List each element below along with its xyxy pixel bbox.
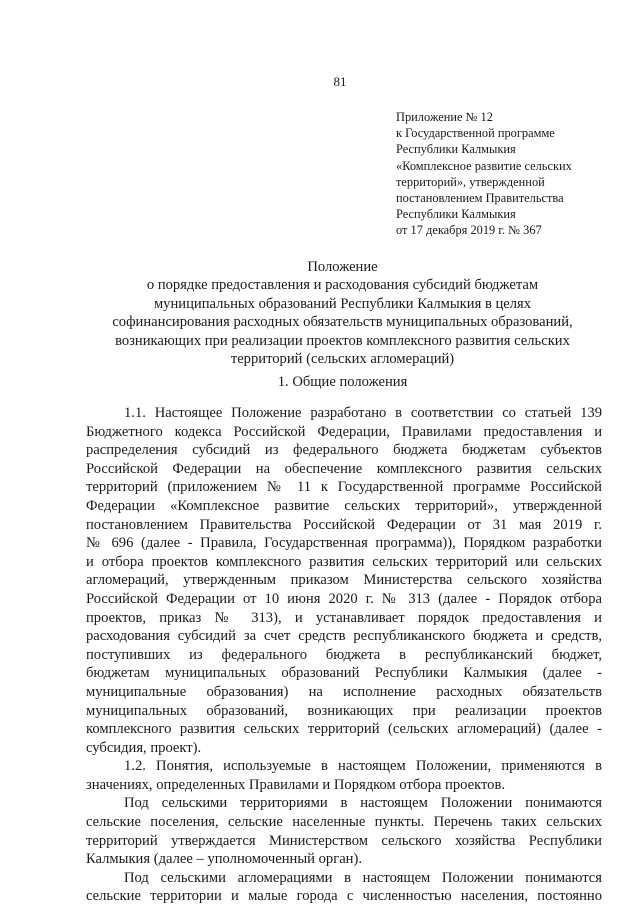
- paragraph-line: 1.2. Понятия, используемые в настоящем Положении, применяются в: [124, 758, 602, 775]
- title-line: возникающих при реализации проектов комплексного развития сельских: [115, 332, 570, 349]
- paragraph-line: муниципальные образования) на исполнение расходных обязательств: [86, 683, 602, 700]
- paragraph-line: Бюджетного кодекса Российской Федерации, Правилами предоставления и: [86, 423, 602, 440]
- paragraph-line: поступивших из федерального бюджета в республиканский бюджет,: [86, 646, 602, 663]
- title-line: софинансирования расходных обязательств муниципальных образований,: [112, 314, 573, 331]
- paragraph-line: Калмыкия (далее – уполномоченный орган).: [86, 851, 363, 868]
- title-line: Положение: [307, 259, 378, 275]
- annex-block: [396, 109, 632, 239]
- title-line: о порядке предоставления и расходования субсидий бюджетам: [146, 277, 539, 294]
- annex-line: постановлением Правительства: [396, 191, 564, 206]
- paragraph-line: агломераций, утвержденным приказом Министерства сельского хозяйства: [86, 572, 602, 589]
- paragraph-line: бюджетам муниципальных образований Республики Калмыкия (далее -: [86, 665, 602, 682]
- paragraph-line: значениях, определенных Правилами и Порядком отбора проектов.: [86, 776, 505, 793]
- paragraph-line: Федерации «Комплексное развитие сельских территорий», утвержденной: [86, 497, 602, 514]
- paragraph-line: сельские поселения, сельские населенные пункты. Перечень таких сельских: [86, 814, 602, 831]
- title-line: муниципальных образований Республики Калмыкия в целях: [153, 295, 532, 312]
- annex-line: Республики Калмыкия: [396, 207, 516, 222]
- paragraph-line: сельские территории и малые города с численностью населения, постоянно: [86, 888, 602, 905]
- annex-line: к Государственной программе: [396, 126, 555, 141]
- paragraph-line: расходования субсидий за счет средств республиканского бюджета и средств,: [86, 628, 602, 645]
- paragraph-line: постановлением Правительства Российской Федерации от 31 мая 2019 г.: [86, 516, 602, 533]
- document-title: [80, 258, 605, 368]
- paragraph-line: Под сельскими территориями в настоящем Положении понимаются: [124, 795, 602, 812]
- paragraph-line: Российской Федерации от 10 июня 2020 г. № 313 (далее - Порядок отбора: [86, 590, 602, 607]
- annex-line: Приложение № 12: [396, 110, 493, 124]
- title-line: территорий (сельских агломераций): [230, 351, 455, 368]
- body-text: [86, 404, 602, 906]
- paragraph-line: распределения субсидий из федерального бюджета бюджетам субъектов: [86, 442, 602, 459]
- paragraph-line: № 696 (далее - Правила, Государственная программа)), Порядком разработки: [86, 535, 602, 552]
- paragraph-line: субсидия, проект).: [86, 739, 202, 756]
- paragraph-line: Под сельскими агломерациями в настоящем Положении понимаются: [124, 869, 602, 886]
- paragraph-line: комплексного развития сельских территорий (сельских агломераций) (далее -: [86, 721, 602, 738]
- paragraph-line: проектов, приказ № 313), и устанавливает порядок предоставления и: [86, 609, 602, 626]
- annex-line: от 17 декабря 2019 г. № 367: [396, 223, 542, 238]
- annex-line: территорий», утвержденной: [396, 174, 545, 189]
- page-number: 81: [333, 74, 347, 89]
- section-heading: 1. Общие положения: [277, 374, 408, 390]
- paragraph-line: территорий (приложением № 11 к Государственной программе Российской: [86, 479, 602, 496]
- annex-line: Республики Калмыкия: [396, 142, 516, 157]
- paragraph-line: и отбора проектов комплексного развития сельских территорий или сельских: [86, 553, 602, 570]
- paragraph-line: Российской Федерации на обеспечение комплексного развития сельских: [86, 460, 602, 477]
- annex-line: «Комплексное развитие сельских: [396, 158, 572, 173]
- paragraph-line: территорий утверждается Министерством сельского хозяйства Республики: [86, 832, 602, 849]
- paragraph-line: 1.1. Настоящее Положение разработано в соответствии со статьей 139: [124, 405, 602, 421]
- paragraph-line: муниципальных образований, возникающих при реализации проектов: [86, 702, 602, 719]
